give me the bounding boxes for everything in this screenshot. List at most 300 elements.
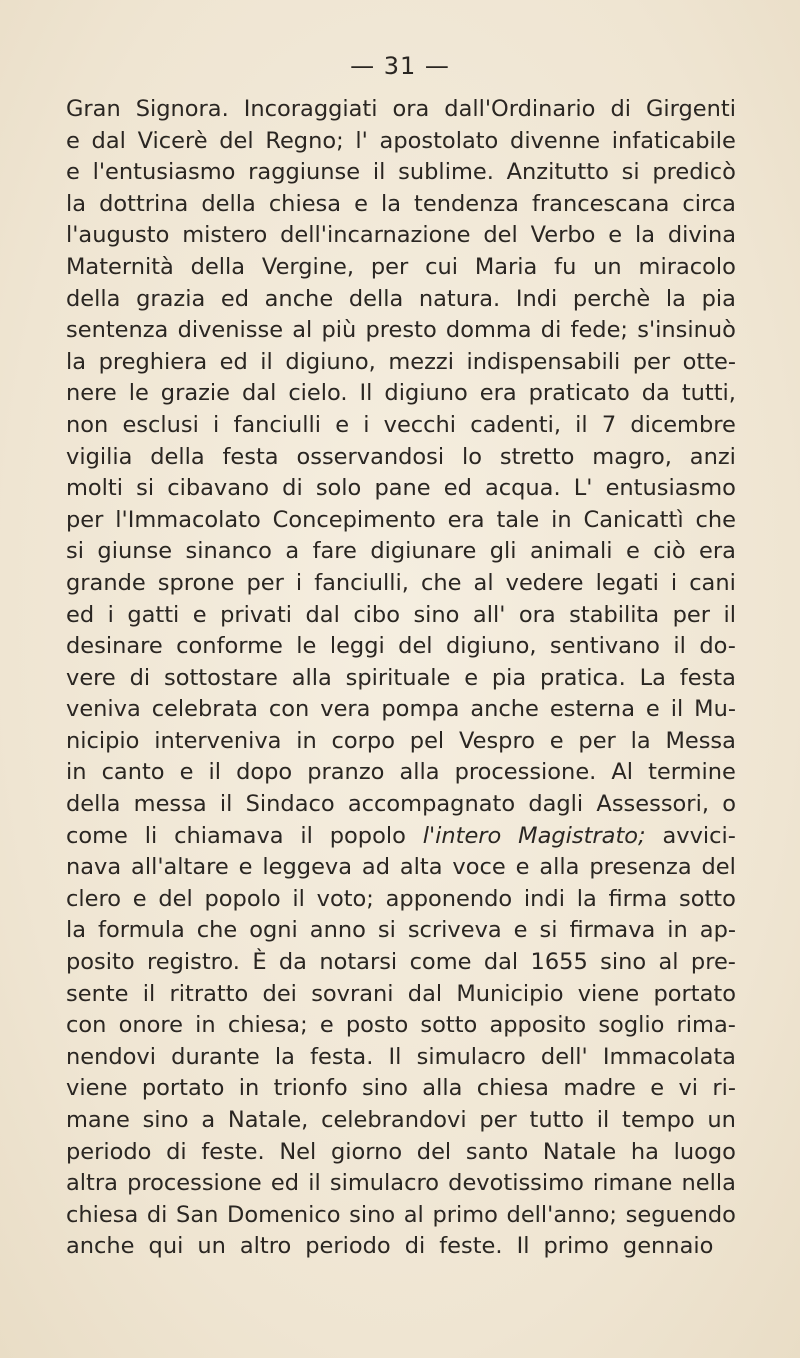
word: come (66, 822, 128, 849)
word: Sindaco (245, 791, 335, 818)
word: ritratto (169, 980, 249, 1007)
word: divina (667, 222, 736, 249)
word: la (274, 1043, 295, 1070)
word: gennaio (622, 1233, 714, 1260)
word: per (578, 727, 616, 754)
word: animali (529, 538, 613, 565)
word: periodo (305, 1233, 391, 1260)
word: a (285, 538, 300, 565)
word: mistero (182, 222, 268, 249)
word: mane (66, 1107, 130, 1133)
word: infaticabile (611, 127, 736, 154)
word: popolo (204, 885, 281, 912)
word: cibavano (167, 475, 270, 502)
text-line (66, 1010, 736, 1042)
word: solo (315, 475, 362, 502)
word: anche (66, 1233, 135, 1260)
word: il (670, 696, 684, 723)
word: della (201, 190, 256, 217)
word: gatti (127, 601, 180, 628)
word: con (268, 696, 310, 723)
word: celebrata (151, 696, 258, 723)
word: grande (66, 569, 146, 596)
word: esclusi (122, 411, 199, 438)
word: dal (242, 380, 277, 407)
word: per (632, 348, 671, 375)
word: ha (630, 1138, 659, 1165)
word: Concepimento (272, 506, 436, 533)
word: fanciulli, (314, 569, 409, 596)
text-line (66, 220, 736, 252)
word: simulacro (416, 1043, 526, 1070)
word: pratica. (540, 664, 626, 691)
word: cadenti, (470, 411, 561, 438)
word: stabilita (569, 601, 660, 628)
word: chiesa; (227, 1012, 308, 1039)
word: il (300, 822, 313, 849)
word: di (404, 1233, 426, 1260)
word: ed (220, 285, 249, 312)
word: apposito (489, 1012, 587, 1039)
word: per (370, 253, 409, 280)
word: posto (345, 1012, 409, 1039)
text-line (66, 947, 736, 979)
word: sprone (157, 569, 235, 596)
word: al (473, 569, 494, 596)
word: conforme (176, 633, 283, 660)
word: dell'incarnazione (280, 222, 471, 249)
word: giunse (97, 538, 173, 565)
word: apostolato (379, 127, 499, 154)
word: onore (118, 1012, 183, 1039)
word: Girgenti (645, 96, 736, 122)
word: celebrandovi (321, 1107, 467, 1133)
text-line (66, 757, 736, 789)
text-line (66, 1073, 736, 1105)
word: formula (98, 917, 185, 944)
word: notarsi (319, 949, 398, 976)
word: sino (349, 1201, 396, 1228)
word: e (192, 601, 207, 628)
word: e (608, 222, 623, 249)
word: durante (171, 1043, 260, 1070)
word: indi (523, 885, 565, 912)
word: dicembre (630, 411, 736, 438)
word: della (348, 285, 404, 312)
word: dall'Ordinario (444, 96, 596, 122)
word: e (238, 854, 253, 881)
word: Al (611, 759, 634, 786)
text-line (66, 536, 736, 568)
word: voce (452, 854, 506, 881)
text-line (66, 726, 736, 758)
word: un (593, 253, 622, 280)
word: del (416, 1138, 452, 1165)
word: del (158, 885, 193, 912)
word: pia (491, 664, 527, 691)
word: fare (312, 538, 357, 565)
word: di (610, 96, 631, 122)
word: cibo (353, 601, 400, 628)
word: del (219, 127, 254, 154)
word: e (132, 885, 147, 912)
word: vedere (505, 569, 584, 596)
word: ed (443, 475, 472, 502)
word: la (380, 190, 402, 217)
word: ri- (712, 1075, 736, 1102)
word: domma (445, 317, 532, 344)
word: che (196, 917, 238, 944)
word: dei (262, 980, 297, 1007)
text-line (66, 663, 736, 695)
word: Assessori, (596, 791, 709, 818)
text-line (66, 694, 736, 726)
word: simulacro (329, 1170, 439, 1197)
word: cani (689, 569, 736, 596)
word: e (513, 917, 528, 944)
word: apponendo (385, 885, 513, 912)
word: popolo (329, 822, 406, 849)
word: alta (399, 854, 443, 881)
word: pane (374, 475, 431, 502)
word: l' (355, 127, 368, 154)
word: sino (361, 1075, 408, 1102)
word: chiesa (66, 1201, 139, 1228)
word: chiesa (268, 190, 342, 217)
text-line (66, 631, 736, 663)
word: Regno; (265, 127, 344, 154)
word: sentivano (549, 633, 660, 660)
word: santo (465, 1138, 529, 1165)
word: circa (682, 190, 736, 217)
word: le (296, 633, 317, 660)
word: madre (563, 1075, 636, 1102)
word: e (179, 759, 194, 786)
word: San (176, 1201, 219, 1228)
word: il (142, 980, 156, 1007)
word: sentenza (66, 317, 169, 344)
word: della (66, 791, 121, 818)
text-line (66, 284, 736, 316)
word: e (464, 664, 479, 691)
word: ed (270, 1170, 299, 1197)
word: nicipio (66, 727, 140, 754)
word: sino (142, 1107, 189, 1133)
word: anche (264, 285, 334, 312)
word: sino (600, 949, 647, 976)
word: primo (543, 1233, 609, 1260)
word: presenza (589, 854, 692, 881)
word: posito (66, 949, 135, 976)
word: Signora. (135, 96, 229, 122)
word: dottrina (99, 190, 189, 217)
word: il (596, 1107, 610, 1133)
text-line (66, 189, 736, 221)
word: viene (66, 1075, 128, 1102)
word: al (292, 317, 313, 344)
word: in (195, 1012, 216, 1039)
word: alla (399, 759, 440, 786)
word: firmava (569, 917, 656, 944)
word: il (575, 411, 588, 438)
text-line (66, 1137, 736, 1169)
text-line (66, 1231, 736, 1263)
word: soglio (598, 1012, 665, 1039)
word: nere (66, 380, 117, 407)
word: Maternità (66, 253, 174, 280)
word: È (252, 949, 267, 976)
word: e (650, 1075, 665, 1102)
word: molti (66, 475, 124, 502)
word: Immacolata (602, 1043, 736, 1070)
word: era (699, 538, 736, 565)
word: chiamava (174, 822, 284, 849)
word: devotissimo (448, 1170, 584, 1197)
word: s'insinuò (637, 317, 736, 344)
word: perchè (572, 285, 651, 312)
word: fanciulli (233, 411, 322, 438)
word: ed (219, 348, 248, 375)
word: portato (653, 980, 736, 1007)
word: all' (472, 601, 506, 628)
word: preghiera (98, 348, 208, 375)
word: grazie (160, 380, 231, 407)
word: o (722, 791, 736, 818)
word: era (479, 380, 517, 407)
word: era (447, 506, 485, 533)
page-number: — 31 — (350, 52, 450, 80)
word: dagli (528, 791, 584, 818)
word: nendovi (66, 1043, 156, 1070)
word: e (354, 190, 368, 217)
word: sino (413, 601, 460, 628)
word: cielo. (288, 380, 348, 407)
word: ed (66, 601, 95, 628)
word: giorno (330, 1138, 403, 1165)
word: L' (573, 475, 593, 502)
word: leggeva (262, 854, 353, 881)
word: i (670, 569, 678, 596)
word: Il (388, 1043, 402, 1070)
word: i (363, 411, 370, 438)
word: dal (483, 949, 519, 976)
word: stretto (499, 443, 575, 470)
word: anche (470, 696, 539, 723)
word: fu (554, 253, 577, 280)
word: accompagnato (347, 791, 516, 818)
word: predicò (652, 159, 736, 186)
text-line (66, 568, 736, 600)
word: di (146, 1201, 168, 1228)
word: in (296, 727, 317, 754)
word: si (539, 917, 558, 944)
word: veniva (66, 696, 141, 723)
text-line (66, 979, 736, 1011)
word: altro (239, 1233, 292, 1260)
word: tutti, (681, 380, 736, 407)
word: digiuno, (445, 633, 537, 660)
word: seguendo (625, 1201, 736, 1228)
word: clero (66, 885, 121, 912)
word: do- (699, 633, 736, 660)
word: ora (518, 601, 556, 628)
word: dell'anno; (506, 1201, 617, 1228)
text-line (66, 378, 736, 410)
word: il (372, 159, 386, 186)
word: pre- (690, 949, 736, 976)
word: nava (66, 854, 122, 881)
word: si (136, 475, 155, 502)
word: grazia (136, 285, 206, 312)
word: la (630, 727, 651, 754)
word: digiuno (384, 380, 468, 407)
word: per (246, 569, 284, 596)
word: Anzitutto (506, 159, 609, 186)
text-line (66, 252, 736, 284)
word: pranzo (307, 759, 385, 786)
word: rimane (593, 1170, 673, 1197)
word: ogni (249, 917, 298, 944)
word: ora (392, 96, 430, 122)
word: a (201, 1107, 216, 1133)
text-line (66, 442, 736, 474)
word: il (292, 885, 305, 912)
word: non (66, 411, 109, 438)
word: Indi (515, 285, 558, 312)
word: tutto (529, 1107, 584, 1133)
word: Mu- (694, 696, 736, 723)
word: festa (679, 664, 736, 691)
word: Il (516, 1233, 530, 1260)
word: Vergine, (261, 253, 355, 280)
word: il (723, 601, 736, 628)
word: e (515, 854, 530, 881)
word: Natale (542, 1138, 617, 1165)
text-line (66, 94, 736, 126)
word: per (672, 601, 710, 628)
word: Vicerè (137, 127, 208, 154)
word: messa (133, 791, 207, 818)
word: Messa (665, 727, 736, 754)
word: canto (101, 759, 165, 786)
word: viene (577, 980, 640, 1007)
word: i (213, 411, 220, 438)
word: trionfo (273, 1075, 348, 1102)
word: vi (678, 1075, 699, 1102)
word: portato (141, 1075, 225, 1102)
word: dal (91, 127, 126, 154)
word: ciò (653, 538, 686, 565)
word: entusiasmo (605, 475, 736, 502)
word: di (540, 317, 562, 344)
word: sinanco (185, 538, 272, 565)
word: e (335, 411, 350, 438)
word: in (66, 759, 87, 786)
word: anzi (689, 443, 736, 470)
word: rima- (676, 1012, 736, 1039)
word: il (673, 633, 686, 660)
word: con (66, 1012, 107, 1039)
word: la (66, 190, 87, 217)
word: e (645, 696, 660, 723)
word: li (144, 822, 158, 849)
word: tale (496, 506, 540, 533)
word: Maria (474, 253, 538, 280)
text-line (66, 473, 736, 505)
word: della (190, 253, 246, 280)
word: firma (608, 885, 668, 912)
word: pel (409, 727, 445, 754)
word: acqua. (484, 475, 561, 502)
word: otte- (682, 348, 736, 375)
word: dal (407, 980, 443, 1007)
word: festa. (310, 1043, 374, 1070)
word: periodo (66, 1138, 152, 1165)
word: l'Immacolato (115, 506, 261, 533)
word: indispensabili (466, 348, 621, 375)
word: e (66, 127, 80, 154)
word: la (576, 885, 597, 912)
word: altra (66, 1170, 118, 1197)
body-text (66, 94, 736, 1263)
word: dal (305, 601, 340, 628)
word: alla (291, 664, 332, 691)
word: il (260, 348, 273, 375)
word: Natale, (227, 1107, 309, 1133)
word: di (166, 1138, 187, 1165)
word: lo (462, 443, 483, 470)
word: in (238, 1075, 260, 1102)
text-line (66, 1105, 736, 1137)
text-line (66, 1200, 736, 1232)
word: La (639, 664, 666, 691)
word: sottostare (164, 664, 278, 691)
word: vera (320, 696, 371, 723)
word: praticato (528, 380, 630, 407)
word: ap- (699, 917, 736, 944)
text-line (66, 1042, 736, 1074)
word: si (66, 538, 84, 565)
word: alla (539, 854, 580, 881)
text-line (66, 126, 736, 158)
word: Verbo (530, 222, 596, 249)
word: processione. (454, 759, 597, 786)
word: e (625, 538, 640, 565)
text-line (66, 410, 736, 442)
word: raggiunse (248, 159, 361, 186)
italic-word: Magistrato; (518, 822, 646, 849)
word: pia (701, 285, 736, 312)
word: alla (422, 1075, 463, 1102)
word: il (219, 791, 233, 818)
word: più (321, 317, 357, 344)
word: privati (220, 601, 293, 628)
text-line (66, 347, 736, 379)
word: che (695, 506, 736, 533)
word: Il (359, 380, 373, 407)
word: si (377, 917, 396, 944)
word: sovrani (311, 980, 394, 1007)
word: vigilia (66, 443, 133, 470)
word: pompa (381, 696, 460, 723)
word: sublime. (398, 159, 494, 186)
word: che (421, 569, 462, 596)
word: feste. (439, 1233, 503, 1260)
word: al (658, 949, 679, 976)
word: luogo (673, 1138, 736, 1165)
word: i (107, 601, 114, 628)
text-line (66, 1168, 736, 1200)
